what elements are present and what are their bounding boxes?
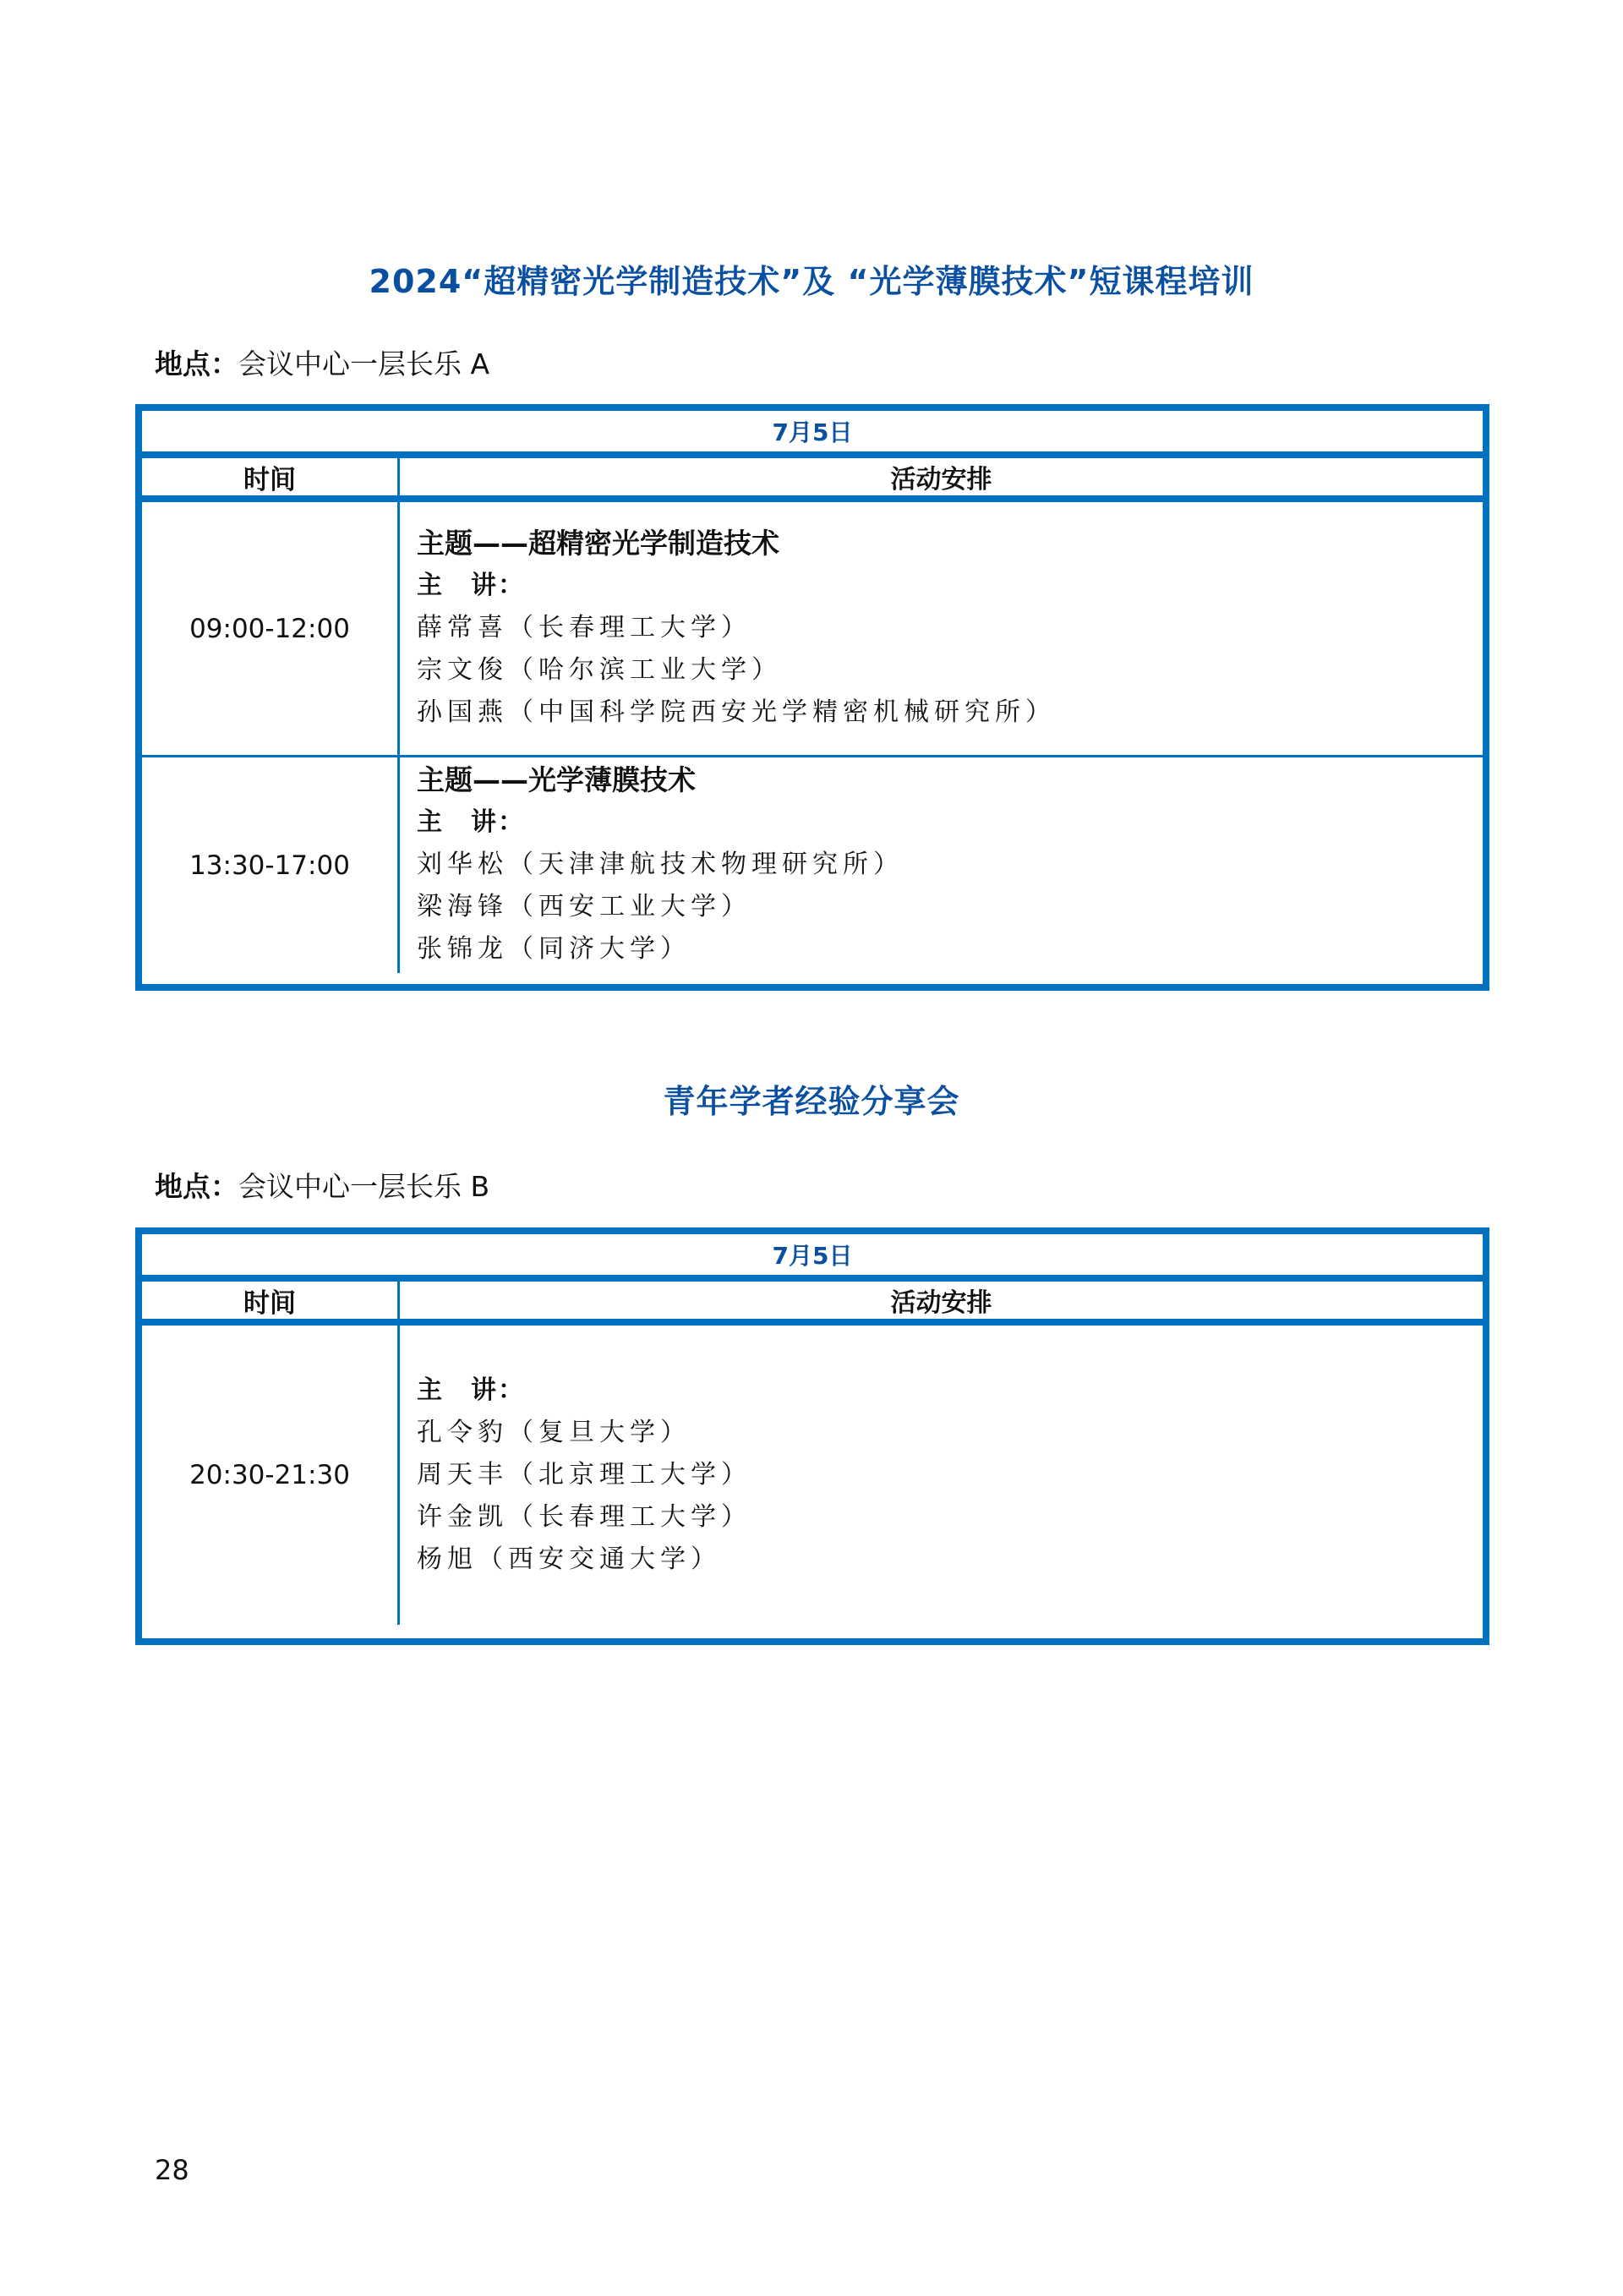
speaker-label: 主 讲： — [417, 571, 525, 600]
location-line — [155, 342, 489, 382]
location-value: 会议中心一层长乐 B — [238, 1170, 490, 1203]
speaker: 孙国燕（中国科学院西安光学精密机械研究所） — [417, 697, 1056, 727]
header-activity — [400, 458, 1483, 495]
speaker: 刘华松（天津津航技术物理研究所） — [417, 850, 904, 879]
date-row — [142, 1234, 1483, 1282]
date-label: 7月5日 — [772, 1242, 853, 1270]
session-theme: 主题——光学薄膜技术 — [417, 763, 696, 796]
location-label: 地点： — [155, 347, 238, 380]
location-line — [155, 1165, 489, 1205]
table-row — [142, 1326, 1483, 1625]
session-activity — [400, 502, 1483, 755]
speaker: 张锦龙（同济大学） — [417, 934, 691, 964]
header-activity — [400, 1282, 1483, 1319]
speaker: 梁海锋（西安工业大学） — [417, 892, 751, 921]
table-row — [142, 757, 1483, 973]
speaker: 许金凯（长春理工大学） — [417, 1502, 751, 1532]
speaker-label: 主 讲： — [417, 1375, 525, 1405]
schedule-table-short-course — [135, 404, 1489, 991]
session-time: 09:00-12:00 — [142, 502, 400, 755]
session-time: 20:30-21:30 — [142, 1326, 400, 1625]
date-row — [142, 411, 1483, 458]
session-theme: 主题——超精密光学制造技术 — [417, 527, 779, 560]
speaker: 宗文俊（哈尔滨工业大学） — [417, 655, 782, 685]
session-activity — [400, 757, 1483, 973]
header-activity-label: 活动安排 — [890, 465, 992, 495]
header-time: 时间 — [142, 1282, 400, 1319]
date-label: 7月5日 — [772, 418, 853, 446]
location-label: 地点： — [155, 1170, 238, 1203]
table-row — [142, 502, 1483, 757]
section-title-short-course: 2024“超精密光学制造技术”及 “光学薄膜技术”短课程培训 — [369, 263, 1254, 300]
session-activity — [400, 1326, 1483, 1625]
speaker: 薛常喜（长春理工大学） — [417, 613, 751, 642]
speaker: 杨旭（西安交通大学） — [417, 1544, 721, 1574]
header-activity-label: 活动安排 — [890, 1288, 992, 1318]
header-time: 时间 — [142, 458, 400, 495]
location-value: 会议中心一层长乐 A — [238, 347, 490, 380]
speaker: 孔令豹（复旦大学） — [417, 1418, 691, 1447]
section-title-young-scholars: 青年学者经验分享会 — [663, 1083, 960, 1120]
header-row — [142, 1282, 1483, 1326]
schedule-table-young-scholars — [135, 1227, 1489, 1645]
page-number: 28 — [155, 2154, 189, 2186]
speaker-label: 主 讲： — [417, 807, 525, 837]
speaker: 周天丰（北京理工大学） — [417, 1460, 751, 1490]
session-time: 13:30-17:00 — [142, 757, 400, 973]
header-row — [142, 458, 1483, 502]
